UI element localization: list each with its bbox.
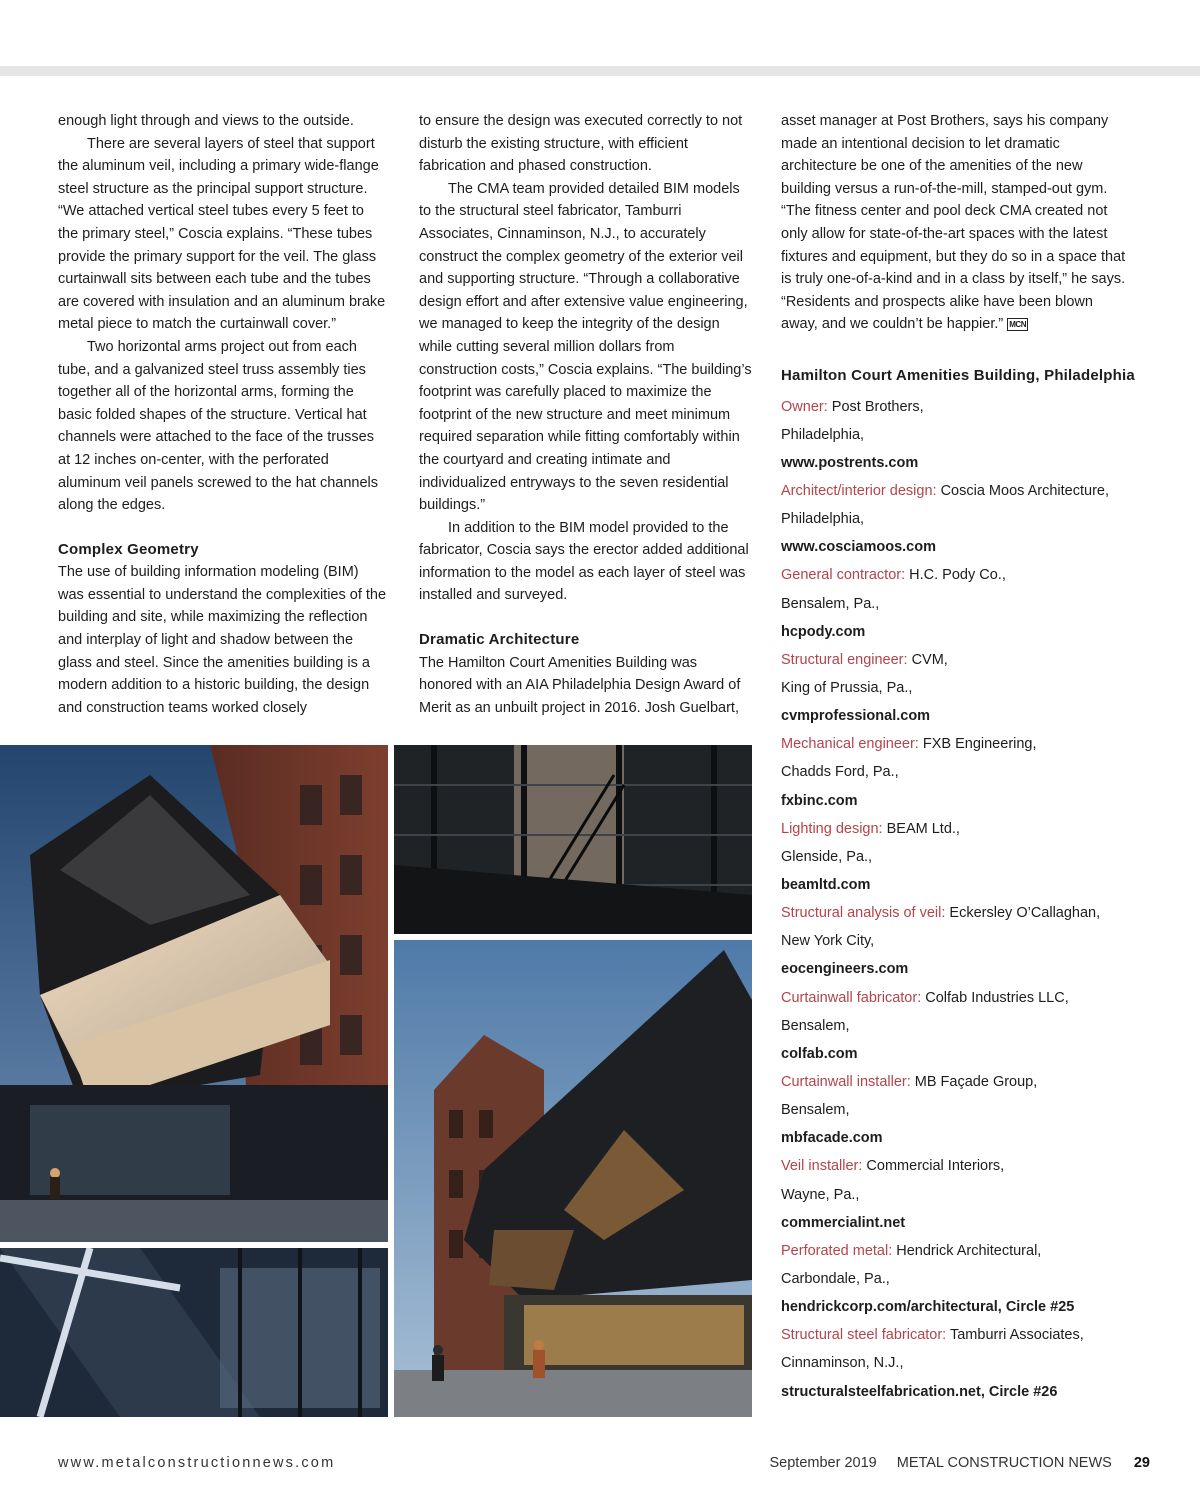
col2-paragraph-2: The CMA team provided detailed BIM models to the structural steel fabricator, Tamburri Associates, Cinnaminson, N.J., to accurately construct the complex geometry of the exterior veil and supporting structure. “Through a collaborative design effort and after extensive value engineering, we managed to keep the integrity of the design while cutting several million dollars from construction costs,” Coscia explains. “The building’s footprint was carefully placed to maximize the footprint of the new structure and meet minimum required separation while fitting comfortably within the courtyard and creating intimate and individualized entryways to the seven residential buildings.” — [419, 180, 752, 514]
credit-role: Mechanical engineer: — [781, 736, 919, 753]
credit-city: Glenside, Pa., — [781, 848, 873, 865]
credit-role: Structural steel fabricator: — [781, 1327, 947, 1344]
credit-role-line — [781, 646, 1141, 674]
credit-city: New York City, — [781, 933, 875, 950]
credit-role-line — [781, 477, 1141, 505]
credit-company: Hendrick Architectural, — [892, 1242, 1042, 1259]
credit-role: Owner: — [781, 398, 828, 415]
col2-paragraph-1: to ensure the design was executed correctly to not disturb the existing structure, with efficient fabrication and phased construction. — [419, 113, 743, 175]
credit-city: Philadelphia, — [781, 511, 865, 528]
credit-role: General contractor: — [781, 567, 906, 584]
credits-title: Hamilton Court Amenities Building, Philadelphia — [781, 367, 1135, 384]
credit-website: mbfacade.com — [781, 1130, 883, 1147]
photo-interior-stairs — [394, 745, 752, 934]
credits-list — [781, 393, 1141, 1406]
credit-website: hendrickcorp.com/architectural, Circle #25 — [781, 1299, 1075, 1316]
photo-facade-dusk — [394, 940, 752, 1417]
photo-veil-closeup — [0, 1248, 388, 1417]
col1-paragraph-2: There are several layers of steel that support the aluminum veil, including a primary wide-flange steel structure as the principal support structure. “We attached vertical steel tubes every 5 feet to the primary steel,” Coscia explains. “These tubes provide the primary support for the veil. The glass curtainwall sits between each tube and the tubes are covered with insulation and an aluminum brake metal piece to match the curtainwall cover.” — [58, 135, 386, 333]
credit-role: Veil installer: — [781, 1158, 863, 1175]
col2-paragraph-3: In addition to the BIM model provided to the fabricator, Coscia says the erector added additional information to the model as each layer of steel was installed and surveyed. — [419, 519, 749, 604]
col3-paragraph-1 — [781, 110, 1126, 336]
credit-website: commercialint.net — [781, 1214, 906, 1231]
credit-website: colfab.com — [781, 1045, 858, 1062]
credit-company: Eckersley O’Callaghan, — [945, 905, 1101, 922]
article-column-2 — [419, 110, 754, 719]
credit-website: cvmprofessional.com — [781, 708, 931, 725]
credit-city: Philadelphia, — [781, 426, 865, 443]
credit-role-line — [781, 1152, 1141, 1180]
credit-company: Commercial Interiors, — [862, 1158, 1005, 1175]
credit-role: Perforated metal: — [781, 1242, 893, 1259]
credit-website: www.postrents.com — [781, 454, 919, 471]
credit-role: Structural engineer: — [781, 651, 908, 668]
credit-company: MB Façade Group, — [910, 1073, 1038, 1090]
heading-dramatic-architecture: Dramatic Architecture — [419, 631, 580, 649]
credit-role-line — [781, 730, 1141, 758]
credit-role-line — [781, 984, 1141, 1012]
top-rule — [0, 66, 1200, 76]
credit-role-line — [781, 899, 1141, 927]
footer-website: www.metalconstructionnews.com — [58, 1455, 336, 1471]
project-credits — [781, 365, 1141, 1406]
col1-paragraph-3: Two horizontal arms project out from each tube, and a galvanized steel truss assembly ties together all of the horizontal arms, forming the basic folded shapes of the structure. Vertical hat channels were attached to the face of the trusses at 12 inches on-center, with the perforated aluminum veil panels screwed to the hat channels along the edges. — [58, 338, 378, 514]
credit-website: eocengineers.com — [781, 961, 909, 978]
credit-role-line — [781, 1068, 1141, 1096]
credit-company: Colfab Industries LLC, — [921, 989, 1069, 1006]
credit-role-line — [781, 1237, 1141, 1265]
credit-company: BEAM Ltd., — [882, 820, 960, 837]
credit-company: FXB Engineering, — [918, 736, 1037, 753]
credit-website: structuralsteelfabrication.net, Circle #26 — [781, 1383, 1058, 1400]
photo-facade-sunlit — [0, 745, 388, 1242]
credit-role: Curtainwall fabricator: — [781, 989, 922, 1006]
col2-paragraph-4: The Hamilton Court Amenities Building was honored with an AIA Philadelphia Design Award of Merit as an unbuilt project in 2016. Josh Guelbart, — [419, 654, 741, 716]
credit-role-line — [781, 561, 1141, 589]
credit-city: Wayne, Pa., — [781, 1186, 860, 1203]
footer-folio — [769, 1453, 1150, 1473]
article-column-3 — [781, 110, 1126, 336]
credit-role: Lighting design: — [781, 820, 883, 837]
credit-website: hcpody.com — [781, 623, 866, 640]
credit-city: Cinnaminson, N.J., — [781, 1355, 904, 1372]
col1-paragraph-1: enough light through and views to the outside. — [58, 113, 354, 129]
heading-complex-geometry: Complex Geometry — [58, 540, 199, 558]
credit-city: Carbondale, Pa., — [781, 1270, 890, 1287]
credit-company: H.C. Pody Co., — [905, 567, 1006, 584]
page-number: 29 — [1133, 1455, 1150, 1471]
credit-role-line — [781, 815, 1141, 843]
credit-city: Bensalem, — [781, 1017, 850, 1034]
credit-company: Post Brothers, — [827, 398, 924, 415]
credit-role: Curtainwall installer: — [781, 1073, 911, 1090]
credit-role: Architect/interior design: — [781, 483, 937, 500]
col3-paragraph-1-text: asset manager at Post Brothers, says his company made an intentional decision to let dramatic architecture be one of the amenities of the new building versus a run-of-the-mill, stamped-out gym. “The fitness center and pool deck CMA created not only allow for state-of-the-art spaces with the latest fixtures and equipment, but they do so in a space that is truly one-of-a-kind and in a class by itself,” he says. “Residents and prospects alike have been blown away, and we couldn’t be happier.” — [781, 113, 1126, 333]
col1-paragraph-4: The use of building information modeling (BIM) was essential to understand the complexities of the building and site, while maximizing the reflection and interplay of light and shadow between the glass and steel. Since the amenities building is a modern addition to a historic building, the design and construction teams worked closely — [58, 564, 387, 716]
mcn-end-mark-icon: MCN — [1009, 320, 1026, 330]
credit-website: beamltd.com — [781, 876, 871, 893]
credit-company: Tamburri Associates, — [946, 1327, 1084, 1344]
credit-role: Structural analysis of veil: — [781, 905, 946, 922]
credit-company: Coscia Moos Architecture, — [936, 483, 1110, 500]
credit-website: fxbinc.com — [781, 792, 858, 809]
credit-city: Chadds Ford, Pa., — [781, 764, 899, 781]
footer-date: September 2019 — [769, 1455, 877, 1471]
footer-magazine-name: METAL CONSTRUCTION NEWS — [896, 1455, 1112, 1471]
credit-role-line — [781, 393, 1141, 421]
credit-company: CVM, — [907, 651, 948, 668]
article-column-1 — [58, 110, 388, 719]
credit-city: Bensalem, — [781, 1102, 850, 1119]
credit-city: King of Prussia, Pa., — [781, 680, 913, 696]
credit-role-line — [781, 1321, 1141, 1349]
credit-website: www.cosciamoos.com — [781, 539, 936, 556]
credit-city: Bensalem, Pa., — [781, 595, 880, 612]
